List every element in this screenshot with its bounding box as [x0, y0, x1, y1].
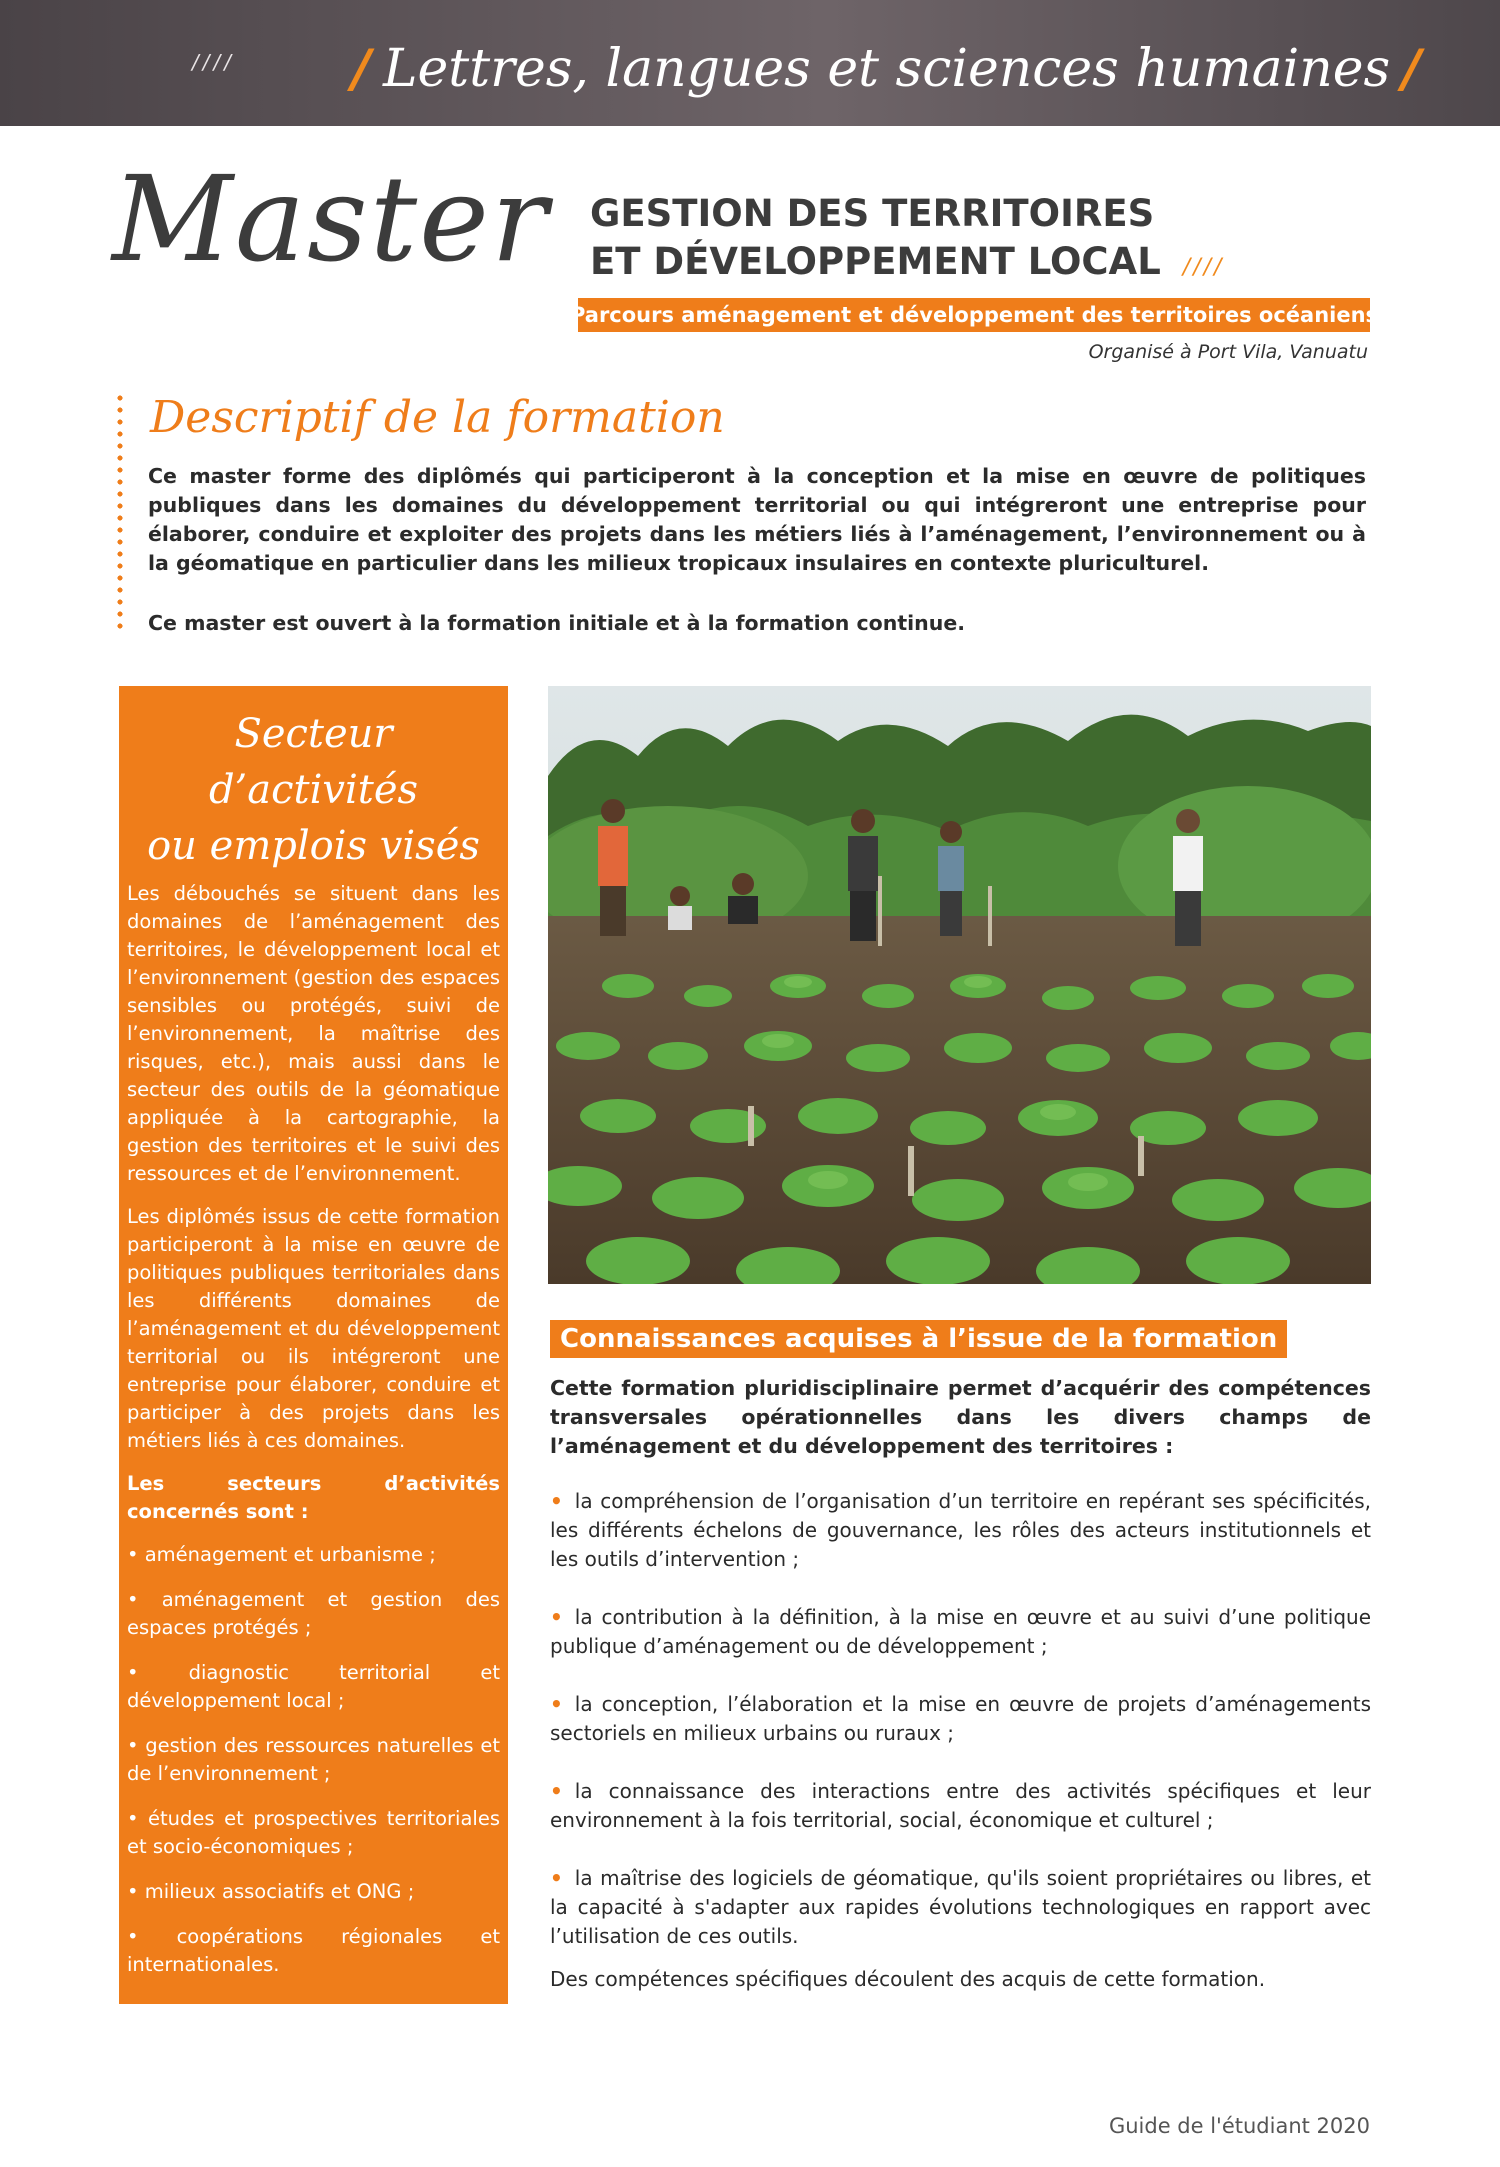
descriptif-paragraph-1: Ce master forme des diplômés qui participeront à la conception et la mise en œuvre de politiques publiques dans les domaines du développement territorial ou qui intégreront une entreprise pour élaborer, conduire et exploiter des projets dans les métiers liés à l’aménagement, l’environnement ou à la géomatique en particulier dans les milieux tropicaux insulaires en contexte pluriculturel.: [148, 464, 1366, 575]
secteur-title-line1: Secteur d’activités: [208, 711, 419, 813]
secteur-item: • aménagement et urbanisme ;: [127, 1543, 436, 1566]
program-title-slashes: ////: [1182, 255, 1225, 280]
connaissances-outro: Des compétences spécifiques découlent des acquis de cette formation.: [550, 1967, 1266, 1991]
list-item: [550, 1777, 1371, 1835]
header-bar-right: /: [1402, 39, 1422, 99]
descriptif-paragraph-2: Ce master est ouvert à la formation initiale et à la formation continue.: [148, 611, 966, 635]
header-slashes: ////: [192, 50, 235, 74]
header-title: Lettres, langues et sciences humaines: [383, 39, 1391, 99]
header-bar-left: /: [352, 39, 371, 99]
program-title: [590, 190, 1224, 292]
secteur-title-line2: ou emplois visés: [147, 823, 480, 869]
secteur-paragraph-2: Les diplômés issus de cette formation participeront à la mise en œuvre de politiques publiques territoriales dans les différents domaines de l’aménagement et du développement territorial ou ils intégreront une entreprise pour élaborer, conduire et participer à des projets dans les métiers liés à ces domaines.: [127, 1205, 500, 1452]
list-item: [550, 1487, 1371, 1574]
bullet-icon: •: [550, 1866, 563, 1890]
program-title-line1: GESTION DES TERRITOIRES: [590, 192, 1155, 235]
program-title-line2: ET DÉVELOPPEMENT LOCAL: [590, 240, 1161, 283]
location-note: Organisé à Port Vila, Vanuatu: [1088, 341, 1368, 363]
connaissances-list: [550, 1487, 1371, 1994]
bullet-icon: •: [550, 1489, 563, 1513]
field-photo: [548, 686, 1371, 1284]
master-word: Master: [112, 150, 550, 288]
header-band: [0, 0, 1500, 126]
descriptif-title: Descriptif de la formation: [150, 392, 725, 443]
program-title-line2-row: [590, 238, 1224, 292]
secteur-paragraph-1: Les débouchés se situent dans les domaines de l’aménagement des territoires, le développement local et l’environnement (gestion des espaces sensibles ou protégés, suivi de l’environnement, la maîtrise des risques, etc.), mais aussi dans le secteur des outils de la géomatique appliquée à la cartographie, la gestion des territoires et le suivi des ressources et de l’environnement.: [127, 882, 500, 1185]
connaissances-intro: Cette formation pluridisciplinaire permet d’acquérir des compétences transversales opérationnelles dans les divers champs de l’aménagement et du développement des territoires :: [550, 1376, 1371, 1458]
secteur-item: • diagnostic territorial et développement local ;: [127, 1661, 500, 1712]
list-item-text: la connaissance des interactions entre des activités spécifiques et leur environnement à la fois territorial, social, économique et culturel ;: [550, 1779, 1371, 1832]
parcours-badge: Parcours aménagement et développement des territoires océaniens: [578, 298, 1370, 332]
secteur-item: • gestion des ressources naturelles et de l’environnement ;: [127, 1734, 500, 1785]
secteur-item: • aménagement et gestion des espaces protégés ;: [127, 1588, 500, 1639]
list-item: [550, 1690, 1371, 1748]
list-item-text: la contribution à la définition, à la mise en œuvre et au suivi d’une politique publique d’aménagement ou de développement ;: [550, 1605, 1371, 1658]
list-item: [550, 1603, 1371, 1661]
list-item-text: la compréhension de l’organisation d’un territoire en repérant ses spécificités, les différents échelons de gouvernance, les rôles des acteurs institutionnels et les outils d’intervention ;: [550, 1489, 1371, 1571]
secteur-list-title: Les secteurs d’activités concernés sont :: [127, 1472, 500, 1523]
list-item-text: la maîtrise des logiciels de géomatique, qu'ils soient propriétaires ou libres, et la capacité à s'adapter aux rapides évolutions technologiques en rapport avec l’utilisation de ces outils.: [550, 1866, 1371, 1948]
page-footer: Guide de l'étudiant 2020: [1108, 2114, 1370, 2138]
bullet-icon: •: [550, 1779, 563, 1803]
secteur-item: • coopérations régionales et internationales.: [127, 1925, 500, 1976]
dotted-divider: [117, 392, 123, 632]
list-item: [550, 1864, 1371, 1951]
list-item-text: la conception, l’élaboration et la mise en œuvre de projets d’aménagements sectoriels en milieux urbains ou ruraux ;: [550, 1692, 1371, 1745]
header-title-row: [340, 34, 1460, 104]
connaissances-title: Connaissances acquises à l’issue de la formation: [550, 1320, 1287, 1358]
secteur-sidebar: [119, 686, 508, 2004]
bullet-icon: •: [550, 1605, 563, 1629]
bullet-icon: •: [550, 1692, 563, 1716]
secteur-item: • milieux associatifs et ONG ;: [127, 1880, 415, 1903]
secteur-title: [127, 706, 500, 874]
secteur-item: • études et prospectives territoriales et socio-économiques ;: [127, 1807, 500, 1858]
